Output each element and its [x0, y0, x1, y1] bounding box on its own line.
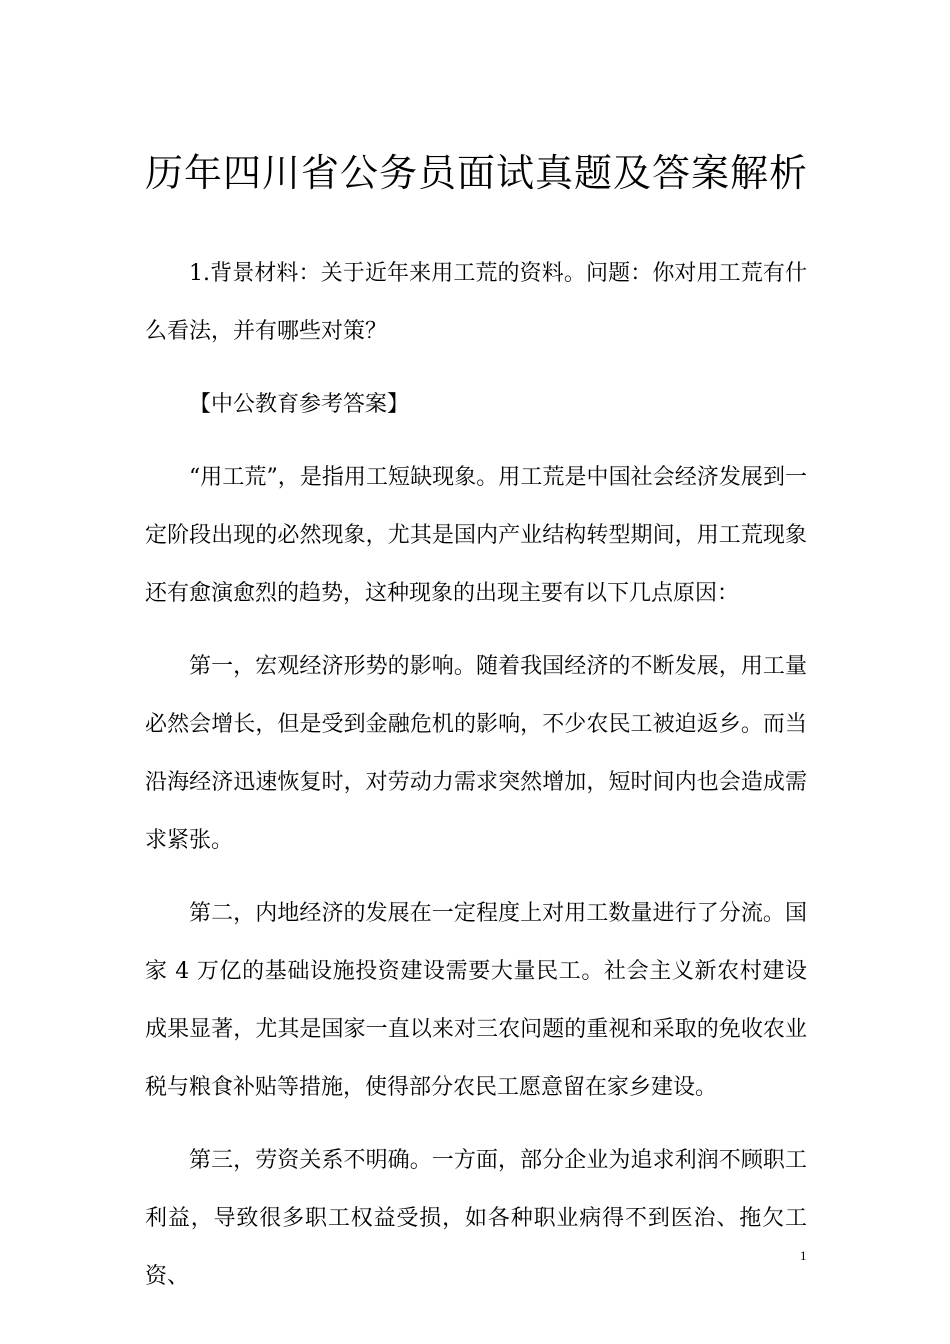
body-paragraph: “用工荒”，是指用工短缺现象。用工荒是中国社会经济发展到一定阶段出现的必然现象，尤其是国内产业结构转型期间，用工荒现象还有愈演愈烈的趋势，这种现象的出现主要有以下几点原因： — [145, 465, 807, 606]
body-paragraph: 第三，劳资关系不明确。一方面，部分企业为追求利润不顾职工利益，导致很多职工权益受损，如各种职业病得不到医治、拖欠工资、 — [145, 1148, 807, 1289]
page-number: 1 — [800, 1248, 807, 1263]
question-paragraph: 1.背景材料：关于近年来用工荒的资料。问题：你对用工荒有什么看法，并有哪些对策？ — [145, 261, 807, 344]
answer-heading: 【中公教育参考答案】 — [189, 392, 410, 417]
document-body — [145, 245, 807, 1321]
body-paragraph: 第二，内地经济的发展在一定程度上对用工数量进行了分流。国家 4 万亿的基础设施投资建设需要大量民工。社会主义新农村建设成果显著，尤其是国家一直以来对三农问题的重视和采取的免收农业税与粮食补贴等措施，使得部分农民工愿意留在家乡建设。 — [145, 901, 807, 1100]
body-paragraph: 第一，宏观经济形势的影响。随着我国经济的不断发展，用工量必然会增长，但是受到金融危机的影响，不少农民工被迫返乡。而当沿海经济迅速恢复时，对劳动力需求突然增加，短时间内也会造成需求紧张。 — [145, 654, 807, 853]
document-title: 历年四川省公务员面试真题及答案解析 — [145, 151, 809, 195]
